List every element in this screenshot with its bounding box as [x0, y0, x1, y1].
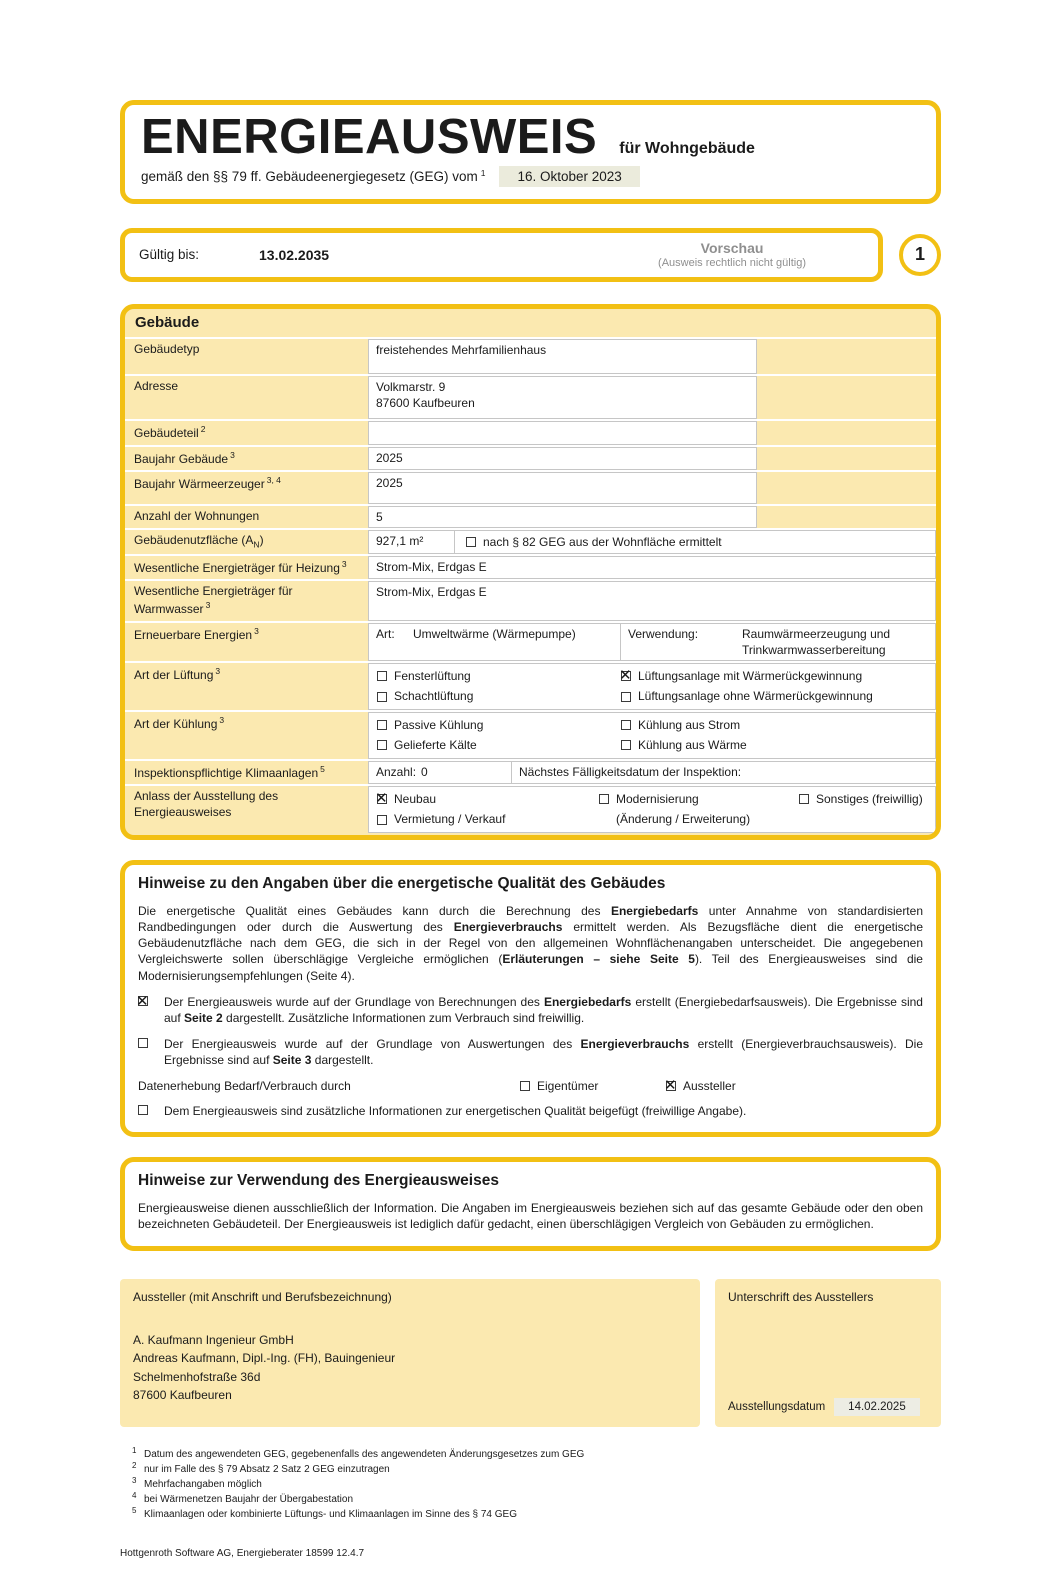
validity-row — [120, 228, 941, 282]
option-modernisierung: Modernisierung — [599, 792, 799, 806]
preview-subtitle: (Ausweis rechtlich nicht gültig) — [658, 257, 806, 270]
checkbox-bedarfsausweis-icon[interactable] — [138, 996, 148, 1006]
quality-notes-section — [120, 860, 941, 1137]
row-klimaanlagen — [125, 759, 936, 785]
adresse-line2: 87600 Kaufbeuren — [376, 396, 475, 411]
option-schachtlueftung: Schachtlüftung — [377, 689, 621, 703]
verbrauchsausweis-item — [138, 1036, 923, 1068]
datenerhebung-label: Datenerhebung Bedarf/Verbrauch durch — [138, 1078, 351, 1093]
baujahr-gebaeude-value: 2025 — [368, 447, 757, 471]
row-energietraeger-warmwasser — [125, 579, 936, 620]
preview-title: Vorschau — [700, 240, 764, 257]
footnote-marker: 1 — [480, 168, 486, 179]
footnote: 2 nur im Falle des § 79 Absatz 2 Satz 2 GEG einzutragen — [132, 1460, 390, 1475]
row-anzahl-wohnungen — [125, 504, 936, 528]
option-lueftung-ohne-wrg: Lüftungsanlage ohne Wärmerückgewinnung — [621, 689, 927, 703]
klimaanlagen-faelligkeit: Nächstes Fälligkeitsdatum der Inspektion: — [519, 764, 742, 779]
gebaeudenutzflaeche-value — [368, 530, 936, 553]
footnote-marker: 2 — [200, 423, 206, 434]
option-lueftung-mit-wrg: ✕ Lüftungsanlage mit Wärmerückgewinnung — [621, 669, 927, 683]
erneuerbare-verwendung: Verwendung: Raumwärmeerzeugung und Trinkwarmwasserbereitung — [628, 626, 891, 657]
checkbox-sonstiges-icon[interactable] — [799, 794, 809, 804]
baujahr-waermeerzeuger-value: 2025 — [368, 472, 757, 504]
checkbox-schachtlueftung-icon[interactable] — [377, 692, 387, 702]
signature-title: Unterschrift des Ausstellers — [728, 1289, 874, 1304]
footnote-marker: 3 — [254, 625, 259, 636]
row-baujahr-waermeerzeuger — [125, 470, 936, 504]
checkbox-lueftung-ohne-wrg-icon[interactable] — [621, 692, 631, 702]
footnote-marker: 3 — [219, 714, 225, 725]
energietraeger-heizung-label: Wesentliche Energieträger für Heizung $^3$ — [134, 558, 347, 575]
bedarfsausweis-text: Der Energieausweis wurde auf der Grundlage von Berechnungen des Energiebedarfs erstellt (Energiebedarfsausweis). Die Ergebnisse sind auf Seite 2 dargestellt. Zusätzliche Informationen zum Verbrauch sind freiwillig. — [164, 994, 923, 1025]
footnote-marker: 3, 4 — [266, 475, 281, 486]
issuer-line: A. Kaufmann Ingenieur GmbH — [133, 1332, 294, 1347]
checkbox-verbrauchsausweis-icon[interactable] — [138, 1038, 148, 1048]
law-reference-text: gemäß den §§ 79 ff. Gebäudeenergiegesetz (GEG) vom — [141, 168, 478, 184]
option-sonstiges: Sonstiges (freiwillig) — [799, 792, 927, 806]
signature-box — [715, 1279, 941, 1427]
klimaanlagen-value — [368, 761, 936, 785]
erneuerbare-energien-value — [368, 623, 936, 661]
quality-notes-title: Hinweise zu den Angaben über die energetische Qualität des Gebäudes — [138, 874, 666, 892]
datenerhebung-row — [138, 1079, 923, 1093]
row-gebaeudeteil — [125, 419, 936, 445]
option-aussteller: ✕ Aussteller — [666, 1079, 736, 1093]
issuer-line: 87600 Kaufbeuren — [133, 1388, 232, 1403]
footnote: 1 Datum des angewendeten GEG, gegebenenfalls des angewendeten Änderungsgesetzes zum GEG — [132, 1445, 585, 1460]
checkbox-passive-kuehlung-icon[interactable] — [377, 720, 387, 730]
document-subtitle: für Wohngebäude — [619, 140, 755, 157]
issuer-box — [120, 1279, 700, 1427]
art-der-lueftung-value — [368, 663, 936, 710]
option-passive-kuehlung: Passive Kühlung — [377, 718, 621, 732]
checkbox-kuehlung-aus-waerme-icon[interactable] — [621, 740, 631, 750]
gebaeudeteil-value — [368, 421, 757, 445]
row-gebaeudetyp — [125, 337, 936, 374]
footnote-marker: 3 — [205, 599, 211, 610]
anlass-label: Anlass der Ausstellung des Energieausweises — [134, 789, 279, 819]
option-vermietung-verkauf: Vermietung / Verkauf — [377, 812, 599, 826]
art-der-kuehlung-value — [368, 712, 936, 759]
building-section — [120, 304, 941, 840]
footnote-marker: 3 — [341, 558, 347, 569]
option-neubau: ✕ Neubau — [377, 792, 599, 806]
issue-date-label: Ausstellungsdatum — [728, 1400, 826, 1413]
footnote-marker: 5 — [320, 763, 325, 774]
checkbox-fensterlueftung-icon[interactable] — [377, 671, 387, 681]
issuer-line: Andreas Kaufmann, Dipl.-Ing. (FH), Bauingenieur — [133, 1351, 396, 1366]
option-eigentuemer: Eigentümer — [520, 1079, 666, 1093]
law-reference-row — [141, 166, 920, 187]
nutzflaeche-wert: 927,1 m² — [369, 531, 455, 552]
row-gebaeudenutzflaeche — [125, 528, 936, 553]
klimaanlagen-anzahl: Anzahl: 0 — [369, 762, 512, 784]
issue-date-value: 14.02.2025 — [834, 1398, 920, 1416]
gebaeudetyp-value: freistehendes Mehrfamilienhaus — [368, 339, 757, 374]
valid-until-label: Gültig bis: — [139, 247, 200, 263]
footnote: 5 Klimaanlagen oder kombinierte Lüftungs- und Klimaanlagen im Sinne des § 74 GEG — [132, 1505, 517, 1520]
checkbox-eigentuemer-icon[interactable] — [520, 1081, 530, 1091]
issue-date-row — [728, 1398, 928, 1416]
row-filler — [757, 421, 936, 445]
row-art-der-lueftung — [125, 661, 936, 710]
quality-intro-paragraph: Die energetische Qualität eines Gebäudes kann durch die Berechnung des Energiebedarfs unter Annahme von standardisierten Randbedingungen oder durch die Auswertung des Energieverbrauchs ermittelt werden. Als Bezugsfläche dient die energetische Gebäudenutzfläche nach dem GEG, die sich in der Regel von den allgemeinen Wohnflächenangaben unterscheidet. Die angegebenen Vergleichswerte sollen überschlägige Vergleiche ermöglichen (Erläuterungen – siehe Seite 5). Teil des Energieausweises sind die Modernisierungsempfehlungen (Seite 4). — [138, 903, 923, 983]
zusatzinfo-text: Dem Energieausweis sind zusätzliche Informationen zur energetischen Qualität beigefügt (freiwillige Angabe). — [164, 1103, 747, 1118]
spacer — [799, 812, 927, 826]
footnotes — [120, 1447, 941, 1522]
row-filler — [757, 472, 936, 504]
energietraeger-heizung-value: Strom-Mix, Erdgas E — [368, 556, 936, 580]
building-section-title: Gebäude — [135, 313, 200, 331]
zusatzinfo-item — [138, 1103, 923, 1119]
anzahl-wohnungen-value: 5 — [368, 506, 757, 528]
baujahr-gebaeude-label: Baujahr Gebäude $^3$ — [134, 449, 235, 466]
row-filler — [757, 376, 936, 419]
row-filler — [757, 447, 936, 471]
option-kuehlung-aus-strom: Kühlung aus Strom — [621, 718, 927, 732]
bedarfsausweis-item — [138, 994, 923, 1026]
gebaeudetyp-label: Gebäudetyp — [134, 341, 200, 356]
erneuerbare-energien-label: Erneuerbare Energien $^3$ — [134, 625, 259, 642]
footnote-marker: 3 — [230, 449, 235, 460]
verbrauchsausweis-text: Der Energieausweis wurde auf der Grundlage von Auswertungen des Energieverbrauchs erstellt (Energieverbrauchsausweis). Die Ergebnisse sind auf Seite 3 dargestellt. — [164, 1037, 923, 1068]
law-date: 16. Oktober 2023 — [499, 166, 639, 187]
row-filler — [757, 339, 936, 374]
checkbox-aussteller-icon[interactable] — [666, 1081, 676, 1091]
validity-box — [120, 228, 883, 282]
baujahr-waermeerzeuger-label: Baujahr Wärmeerzeuger $^{3, 4}$ — [134, 475, 281, 492]
row-baujahr-gebaeude — [125, 445, 936, 471]
checkbox-vermietung-icon[interactable] — [377, 815, 387, 825]
checkbox-lueftung-mit-wrg-icon[interactable] — [621, 671, 631, 681]
checkbox-neubau-icon[interactable] — [377, 794, 387, 804]
adresse-label: Adresse — [134, 378, 179, 393]
option-fensterlueftung: Fensterlüftung — [377, 669, 621, 683]
energietraeger-warmwasser-value: Strom-Mix, Erdgas E — [368, 581, 936, 620]
adresse-value — [368, 376, 757, 419]
wohnflaeche-option: nach § 82 GEG aus der Wohnfläche ermittelt — [455, 531, 729, 552]
row-art-der-kuehlung — [125, 710, 936, 759]
page-number-badge: 1 — [899, 234, 941, 276]
valid-until-date: 13.02.2035 — [259, 246, 330, 263]
checkbox-zusatzinfo-icon[interactable] — [138, 1105, 148, 1115]
energietraeger-warmwasser-label: Wesentliche Energieträger für Warmwasser $^3$ — [134, 584, 293, 616]
gebaeudenutzflaeche-label: Gebäudenutzfläche $(A_N)$ — [134, 533, 264, 550]
modernisierung-subnote: (Änderung / Erweiterung) — [616, 812, 751, 827]
anlass-value — [368, 786, 936, 833]
erneuerbare-art: Art: Umweltwärme (Wärmepumpe) — [369, 624, 621, 660]
preview-watermark — [658, 240, 806, 269]
checkbox-modernisierung-icon[interactable] — [599, 794, 609, 804]
footnote: 4 bei Wärmenetzen Baujahr der Übergabestation — [132, 1490, 354, 1505]
software-credit: Hottgenroth Software AG, Energieberater 18599 12.4.7 — [120, 1547, 365, 1559]
anzahl-wohnungen-label: Anzahl der Wohnungen — [134, 509, 260, 524]
issuer-line: Schelmenhofstraße 36d — [133, 1369, 261, 1384]
usage-notes-paragraph: Energieausweise dienen ausschließlich der Information. Die Angaben im Energieausweis beziehen sich auf das gesamte Gebäude oder den oben bezeichneten Gebäudeteil. Der Energieausweis ist lediglich dafür gedacht, einen überschlägigen Vergleich von Gebäuden zu ermöglichen. — [138, 1201, 923, 1232]
option-kuehlung-aus-waerme: Kühlung aus Wärme — [621, 738, 927, 752]
klimaanlagen-label: Inspektionspflichtige Klimaanlagen $^5$ — [134, 763, 325, 780]
adresse-line1: Volkmarstr. 9 — [376, 379, 446, 394]
header-box — [120, 100, 941, 204]
document-title: ENERGIEAUSWEIS — [141, 110, 598, 164]
art-der-lueftung-label: Art der Lüftung $^3$ — [134, 665, 221, 682]
row-anlass — [125, 784, 936, 833]
issuer-address — [133, 1331, 687, 1405]
title-row — [141, 110, 920, 164]
row-adresse — [125, 374, 936, 419]
usage-notes-section — [120, 1157, 941, 1250]
art-der-kuehlung-label: Art der Kühlung $^3$ — [134, 714, 225, 731]
checkbox-gelieferte-kaelte-icon[interactable] — [377, 740, 387, 750]
row-erneuerbare-energien — [125, 621, 936, 661]
checkbox-kuehlung-aus-strom-icon[interactable] — [621, 720, 631, 730]
footnote-marker: 3 — [215, 665, 221, 676]
usage-notes-title: Hinweise zur Verwendung des Energieausweises — [138, 1172, 499, 1190]
footnote: 3 Mehrfachangaben möglich — [132, 1475, 262, 1490]
option-gelieferte-kaelte: Gelieferte Kälte — [377, 738, 621, 752]
issuer-title: Aussteller (mit Anschrift und Berufsbezeichnung) — [133, 1289, 392, 1304]
gebaeudeteil-label: Gebäudeteil $^2$ — [134, 423, 206, 440]
row-energietraeger-heizung — [125, 554, 936, 580]
issuer-row — [120, 1279, 941, 1427]
row-filler — [757, 506, 936, 528]
checkbox-wohnflaeche-icon[interactable] — [466, 537, 476, 547]
